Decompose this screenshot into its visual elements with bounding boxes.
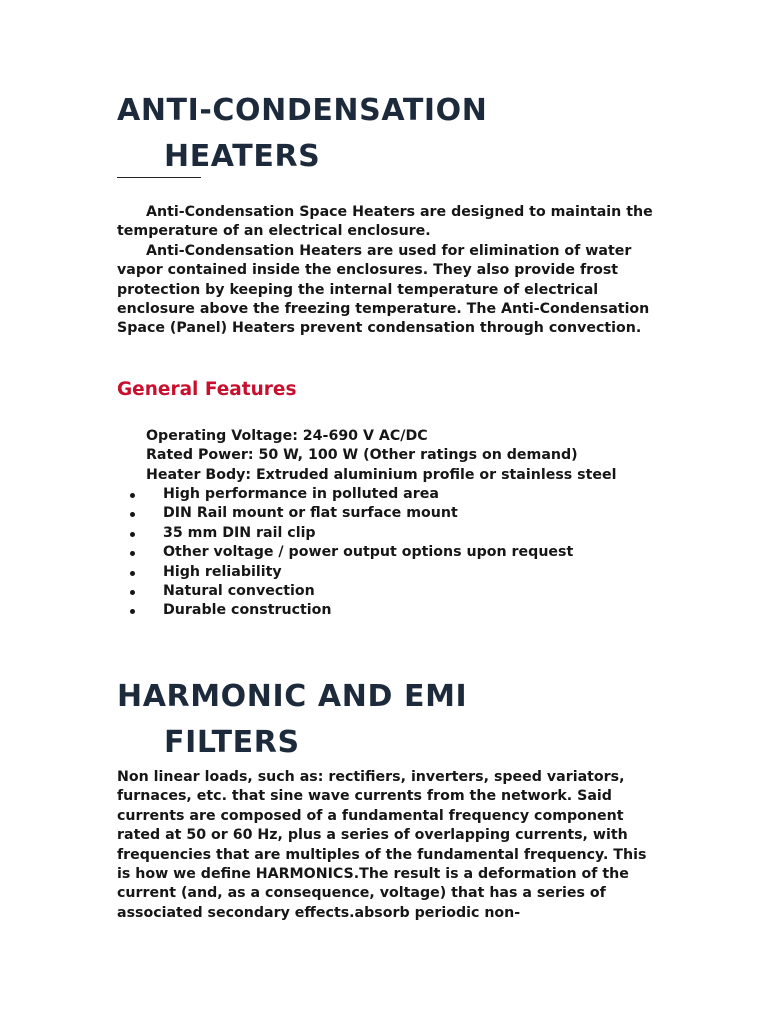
bullet-icon [130, 532, 135, 537]
list-item-text: High performance in polluted area [163, 486, 439, 502]
bullet-icon [130, 609, 135, 614]
list-item [117, 563, 657, 582]
feature-bullet-list [117, 485, 657, 621]
harmonics-paragraph: Non linear loads, such as: rectifiers, inverters, speed variators, furnaces, etc. that sine wave currents from the network. Said currents are composed of a fundamental frequency component rated at 50 or 60 Hz, plus a series of overlapping currents, with frequencies that are multiples of the fundamental frequency. This is how we define HARMONICS.The result is a deformation of the current (and, as a consequence, voltage) that has a series of associated secondary effects.absorb periodic non- [117, 769, 647, 921]
list-item-text: 35 mm DIN rail clip [163, 524, 316, 541]
list-item-text: High reliability [163, 563, 282, 580]
bullet-icon [130, 512, 135, 517]
spec-operating-voltage: Operating Voltage: 24-690 V AC/DC [146, 428, 428, 444]
list-item-text: Natural convection [163, 583, 315, 600]
bullet-icon [130, 571, 135, 576]
title-line-2: HEATERS [164, 139, 321, 174]
list-item-text: Other voltage / power output options upon request [163, 544, 574, 561]
spec-rated-power: Rated Power: 50 W, 100 W (Other ratings on demand) [146, 447, 578, 464]
bullet-icon [130, 551, 135, 556]
title-line-1: ANTI-CONDENSATION [117, 93, 488, 128]
title-underline [117, 177, 201, 178]
list-item [117, 524, 657, 543]
list-item [117, 601, 657, 620]
spec-list [146, 427, 666, 485]
list-item [117, 582, 657, 601]
general-features-heading: General Features [117, 379, 297, 400]
title-line-1: HARMONIC AND EMI [117, 679, 468, 714]
bullet-icon [130, 493, 135, 498]
title-line-2: FILTERS [164, 725, 300, 760]
spec-heater-body: Heater Body: Extruded aluminium profile or stainless steel [146, 466, 617, 483]
intro-paragraph-2: Anti-Condensation Heaters are used for elimination of water vapor contained inside the enclosures. They also provide frost protection by keeping the internal temperature of electrical enclosure above the freezing temperature. The Anti-Condensation Space (Panel) Heaters prevent condensation through convection. [117, 242, 650, 337]
harmonics-text [117, 768, 657, 923]
intro-paragraph-1: Anti-Condensation Space Heaters are designed to maintain the temperature of an electrical enclosure. [117, 204, 653, 240]
bullet-icon [130, 590, 135, 595]
section-title-anti-condensation-heaters [117, 88, 487, 180]
list-item-text: Durable construction [163, 602, 332, 619]
section-title-harmonic-emi-filters [117, 674, 467, 766]
list-item [117, 504, 657, 523]
list-item-text: DIN Rail mount or flat surface mount [163, 505, 458, 522]
list-item [117, 485, 657, 504]
list-item [117, 543, 657, 562]
intro-text [117, 203, 657, 339]
